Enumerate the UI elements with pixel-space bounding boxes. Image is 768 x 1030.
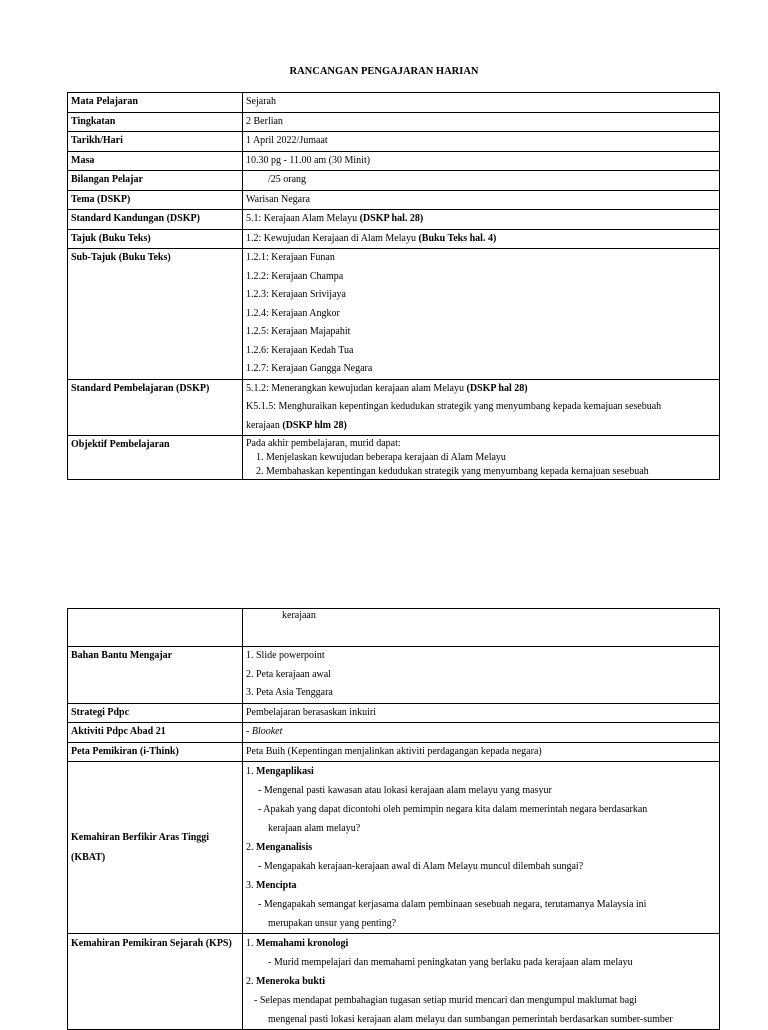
learning-standard-1-text: 5.1.2: Menerangkan kewujudan kerajaan alam Melayu: [246, 382, 467, 394]
row-value: [243, 934, 720, 1030]
table-row: [68, 171, 720, 191]
row-label: Tarikh/Hari: [68, 132, 243, 152]
row-value: [243, 723, 720, 743]
table-row: [68, 229, 720, 249]
learning-standard-1: [246, 380, 716, 399]
table-row: [68, 210, 720, 230]
learning-standard-2-cont-text: kerajaan: [246, 419, 283, 431]
row-label: Kemahiran Pemikiran Sejarah (KPS): [68, 934, 243, 1030]
kbat-heading: [246, 762, 716, 781]
row-label: Peta Pemikiran (i-Think): [68, 742, 243, 762]
subtopic-item: 1.2.6: Kerajaan Kedah Tua: [246, 344, 354, 356]
kbat-heading-num: 3.: [246, 880, 256, 891]
kbat-heading-text: Menganalisis: [256, 842, 313, 853]
teaching-aid-item: 3. Peta Asia Tenggara: [246, 687, 333, 698]
subtopic-item: 1.2.5: Kerajaan Majapahit: [246, 326, 351, 337]
kbat-heading-num: 1.: [246, 766, 256, 777]
subtopic-item: 1.2.3: Kerajaan Srivijaya: [246, 289, 346, 300]
table-row: [68, 93, 720, 113]
kps-heading-text: Memahami kronologi: [256, 938, 349, 949]
page-title: RANCANGAN PENGAJARAN HARIAN: [289, 66, 479, 77]
row-value: Sejarah: [243, 93, 720, 113]
row-label: Bilangan Pelajar: [68, 171, 243, 191]
table-row: [68, 190, 720, 210]
kbat-heading-text: Mengaplikasi: [256, 766, 314, 777]
table-row: [68, 132, 720, 152]
lesson-plan-table-part-1: [67, 92, 720, 480]
kbat-heading: [246, 876, 716, 895]
row-label: Mata Pelajaran: [68, 93, 243, 113]
kps-heading: [246, 934, 716, 953]
teaching-aid-item: 2. Peta kerajaan awal: [246, 668, 331, 680]
row-label: Sub-Tajuk (Buku Teks): [68, 249, 243, 380]
learning-standard-2-ref: (DSKP hlm 28): [282, 419, 347, 431]
teaching-aid-item: 1. Slide powerpoint: [246, 650, 325, 661]
table-row: [68, 723, 720, 743]
kbat-heading-text: Mencipta: [256, 880, 297, 891]
row-label: Tema (DSKP): [68, 190, 243, 210]
row-label: [68, 609, 243, 647]
row-label: Objektif Pembelajaran: [68, 436, 243, 480]
table-row: [68, 647, 720, 704]
row-value: Warisan Negara: [243, 190, 720, 210]
row-value: [243, 171, 720, 191]
subtopic-item: 1.2.2: Kerajaan Champa: [246, 270, 344, 282]
kbat-point-cont: kerajaan alam melayu?: [268, 823, 361, 834]
topic-ref: (Buku Teks hal. 4): [418, 232, 497, 244]
row-label: Standard Pembelajaran (DSKP): [68, 379, 243, 436]
topic-text: 1.2: Kewujudan Kerajaan di Alam Melayu: [246, 232, 419, 244]
content-standard-text: 5.1: Kerajaan Alam Melayu: [246, 213, 360, 224]
kps-heading-text: Meneroka bukti: [256, 976, 325, 987]
subtopic-item: 1.2.4: Kerajaan Angkor: [246, 307, 340, 319]
row-label: Tajuk (Buku Teks): [68, 229, 243, 249]
kbat-point: - Mengenal pasti kawasan atau lokasi kerajaan alam melayu yang masyur: [258, 785, 552, 796]
kps-point: - Selepas mendapat pembahagian tugasan setiap murid mencari dan mengumpul maklumat bagi: [254, 995, 637, 1006]
row-label: Aktiviti Pdpc Abad 21: [68, 723, 243, 743]
objective-item: 1. Menjelaskan kewujudan beberapa kerajaan di Alam Melayu: [256, 452, 506, 463]
objective-item: 2. Membahaskan kepentingan kedudukan strategik yang menyumbang kepada kemajuan sesebuah: [256, 466, 649, 477]
row-value: 2 Berlian: [243, 112, 720, 132]
row-value: 1 April 2022/Jumaat: [243, 132, 720, 152]
row-value: [243, 762, 720, 934]
objectives-intro: Pada akhir pembelajaran, murid dapat:: [246, 438, 401, 449]
kbat-point: - Mengapakah semangat kerjasama dalam pembinaan sesebuah negara, terutamanya Malaysia ini: [258, 899, 647, 910]
lesson-plan-table-part-2: [67, 608, 720, 1030]
row-label: Strategi Pdpc: [68, 703, 243, 723]
subtopic-item: 1.2.7: Kerajaan Gangga Negara: [246, 363, 373, 374]
table-row: [68, 379, 720, 436]
objective-continuation: kerajaan: [282, 610, 316, 621]
kps-point: - Murid mempelajari dan memahami peningkatan yang berlaku pada kerajaan alam melayu: [268, 957, 633, 968]
kbat-point-cont: merupakan unsur yang penting?: [268, 918, 397, 929]
content-standard-ref: (DSKP hal. 28): [359, 213, 424, 224]
learning-standard-2: K5.1.5: Menghuraikan kepentingan kedudukan strategik yang menyumbang kepada kemajuan sesebuah: [246, 401, 662, 412]
kps-point-cont: mengenal pasti lokasi kerajaan alam melayu dan sumbangan pemerintah berdasarkan sumber-sumber: [268, 1014, 673, 1025]
row-value: Pembelajaran berasaskan inkuiri: [243, 703, 720, 723]
kbat-heading: [246, 838, 716, 857]
table-row: [68, 151, 720, 171]
row-value: [243, 379, 720, 436]
row-value: [243, 229, 720, 249]
learning-standard-1-ref: (DSKP hal 28): [466, 382, 528, 394]
kbat-heading-num: 2.: [246, 842, 256, 853]
table-row: [68, 436, 720, 480]
learning-standard-2-cont: [246, 417, 716, 436]
row-label: Kemahiran Berfikir Aras Tinggi (KBAT): [68, 762, 243, 934]
student-count: /25 orang: [268, 174, 307, 185]
table-row: [68, 249, 720, 380]
kps-heading-num: 1.: [246, 938, 256, 949]
subtopic-item: 1.2.1: Kerajaan Funan: [246, 252, 335, 263]
row-value: [243, 436, 720, 480]
table-row: [68, 762, 720, 934]
row-label: Tingkatan: [68, 112, 243, 132]
activity-prefix: -: [246, 726, 252, 737]
kbat-point: - Mengapakah kerajaan-kerajaan awal di Alam Melayu muncul dilembah sungai?: [258, 861, 584, 872]
row-value: 10.30 pg - 11.00 am (30 Minit): [243, 151, 720, 171]
activity-value: Blooket: [251, 726, 283, 737]
table-row: [68, 742, 720, 762]
row-label: Masa: [68, 151, 243, 171]
kps-heading-num: 2.: [246, 976, 256, 987]
row-value: [243, 609, 720, 647]
table-row: [68, 703, 720, 723]
row-value: [243, 249, 720, 380]
row-value: Peta Buih (Kepentingan menjalinkan aktiviti perdagangan kepada negara): [243, 742, 720, 762]
row-value: [243, 647, 720, 704]
kps-heading: [246, 972, 716, 991]
row-value: [243, 210, 720, 230]
row-label: Bahan Bantu Mengajar: [68, 647, 243, 704]
row-label: Standard Kandungan (DSKP): [68, 210, 243, 230]
table-row: [68, 112, 720, 132]
table-row: [68, 934, 720, 1030]
kbat-point: - Apakah yang dapat dicontohi oleh pemimpin negara kita dalam memerintah negara berdasarkan: [258, 804, 648, 815]
objectives-list: [246, 451, 716, 479]
table-row: [68, 609, 720, 647]
